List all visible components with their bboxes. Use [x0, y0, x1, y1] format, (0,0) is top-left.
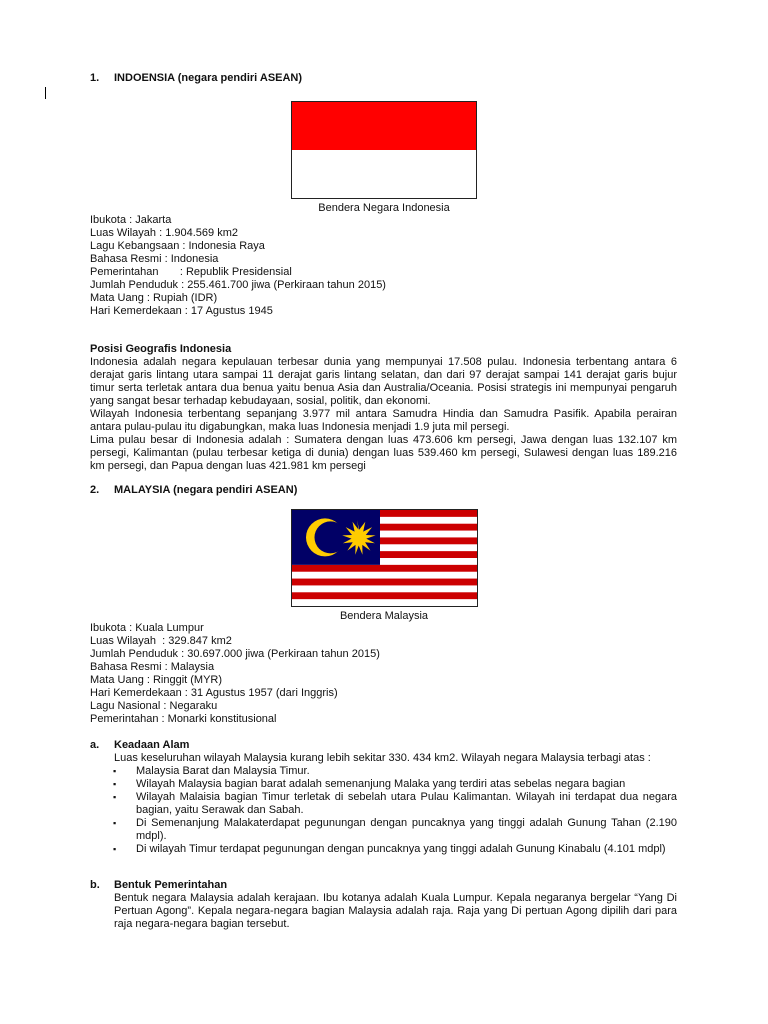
- malaysia-fact: Bahasa Resmi : Malaysia: [90, 661, 215, 673]
- indonesia-fact: Lagu Kebangsaan : Indonesia Raya: [90, 240, 265, 252]
- pemerintahan-text: Bentuk negara Malaysia adalah kerajaan. Ibu kotanya adalah Kuala Lumpur. Kepala negaranya bergelar “Yang Di Pertuan Agong”. Kepala negara-negara bagian Malaysia adalah raja. Raja yang Di pertuan Agong dipilih dari para raja negara-negara bagian tersebut.: [114, 892, 677, 930]
- malaysia-fact: Luas Wilayah : 329.847 km2: [90, 635, 232, 647]
- bullet-icon: ▪: [113, 779, 117, 789]
- alam-bullet-item: [114, 778, 677, 791]
- text-cursor: [45, 87, 46, 99]
- indonesia-fact: Bahasa Resmi : Indonesia: [90, 253, 219, 265]
- alam-bullet-item: [114, 817, 677, 843]
- malaysia-fact: Pemerintahan : Monarki konstitusional: [90, 713, 277, 725]
- malaysia-fact: Ibukota : Kuala Lumpur: [90, 622, 204, 634]
- bullet-text: Di Semenanjung Malakaterdapat pegunungan dengan puncaknya yang tinggi adalah Gunung Tahan (2.190 mdpl).: [136, 817, 677, 842]
- malaysia-fact: Lagu Nasional : Negaraku: [90, 700, 218, 712]
- bullet-icon: ▪: [113, 844, 117, 854]
- pemerintahan-heading: Bentuk Pemerintahan: [114, 879, 228, 891]
- subsection-letter-pemerintahan: b.: [90, 879, 100, 891]
- section-title-malaysia: MALAYSIA (negara pendiri ASEAN): [114, 484, 298, 496]
- alam-heading: Keadaan Alam: [114, 739, 190, 751]
- geo-paragraph: Indonesia adalah negara kepulauan terbesar dunia yang mempunyai 17.508 pulau. Indonesia terbentang antara 6 derajat garis lintang utara sampai 11 derajat garis lintang selatan, dan dari 97 derajat sampai 141 derajat garis bujur timur serta terletak antara dua benua yaitu benua Asia dan Australia/Oceania. Posisi strategis ini mempunyai pengaruh yang sangat besar terhadap kebudayaan, sosial, politik, dan ekonomi.: [90, 356, 677, 407]
- alam-intro: Luas keseluruhan wilayah Malaysia kurang lebih sekitar 330. 434 km2. Wilayah negara Malaysia terbagi atas :: [114, 752, 651, 764]
- bullet-text: Wilayah Malaysia bagian barat adalah semenanjung Malaka yang terdiri atas sebelas negara bagian: [136, 778, 626, 790]
- indonesia-fact: Ibukota : Jakarta: [90, 214, 172, 226]
- malaysia-fact: Mata Uang : Ringgit (MYR): [90, 674, 223, 686]
- malaysia-fact: Hari Kemerdekaan : 31 Agustus 1957 (dari Inggris): [90, 687, 338, 699]
- alam-bullet-item: [114, 843, 677, 856]
- malaysia-flag: [291, 509, 478, 607]
- alam-bullet-item: [114, 765, 677, 778]
- bullet-icon: ▪: [113, 792, 117, 802]
- indonesia-fact: Pemerintahan : Republik Presidensial: [90, 266, 292, 278]
- section-number-indonesia: 1.: [90, 72, 100, 84]
- indonesia-flag: [291, 101, 477, 199]
- bullet-icon: ▪: [113, 818, 117, 828]
- geo-body: [90, 356, 677, 473]
- geo-heading: Posisi Geografis Indonesia: [90, 343, 232, 355]
- indonesia-fact: Hari Kemerdekaan : 17 Agustus 1945: [90, 305, 273, 317]
- section-title-indonesia: INDOENSIA (negara pendiri ASEAN): [114, 72, 303, 84]
- indonesia-fact: Mata Uang : Rupiah (IDR): [90, 292, 218, 304]
- indonesia-flag-red-band: [292, 102, 476, 150]
- bullet-text: Malaysia Barat dan Malaysia Timur.: [136, 765, 310, 777]
- malaysia-flag-graphic: [292, 510, 477, 606]
- alam-bullet-item: [114, 791, 677, 817]
- bullet-icon: ▪: [113, 766, 117, 776]
- bullet-text: Wilayah Malaisia bagian Timur terletak di sebelah utara Pulau Kalimantan. Wilayah ini terdapat dua negara bagian, yaitu Serawak dan Sabah.: [136, 791, 677, 816]
- subsection-letter-alam: a.: [90, 739, 100, 751]
- bullet-text: Di wilayah Timur terdapat pegunungan dengan puncaknya yang tinggi adalah Gunung Kinabalu (4.101 mdpl): [136, 843, 666, 855]
- malaysia-fact: Jumlah Penduduk : 30.697.000 jiwa (Perkiraan tahun 2015): [90, 648, 380, 660]
- malaysia-flag-caption: Bendera Malaysia: [339, 610, 429, 622]
- indonesia-fact: Jumlah Penduduk : 255.461.700 jiwa (Perkiraan tahun 2015): [90, 279, 386, 291]
- geo-paragraph: Lima pulau besar di Indonesia adalah : Sumatera dengan luas 473.606 km persegi, Jawa dengan luas 132.107 km persegi, Kalimantan (pulau terbesar ketiga di dunia) dengan luas 539.460 km persegi, Sulawesi dengan luas 189.216 km persegi, dan Papua dengan luas 421.981 km persegi: [90, 434, 677, 472]
- section-number-malaysia: 2.: [90, 484, 100, 496]
- geo-paragraph: Wilayah Indonesia terbentang sepanjang 3.977 mil antara Samudra Hindia dan Samudra Pasifik. Apabila perairan antara pulau-pulau itu digabungkan, maka luas Indonesia menjadi 1.9 juta mil persegi.: [90, 408, 677, 433]
- indonesia-flag-caption: Bendera Negara Indonesia: [318, 202, 450, 214]
- indonesia-flag-white-band: [292, 150, 476, 198]
- indonesia-fact: Luas Wilayah : 1.904.569 km2: [90, 227, 238, 239]
